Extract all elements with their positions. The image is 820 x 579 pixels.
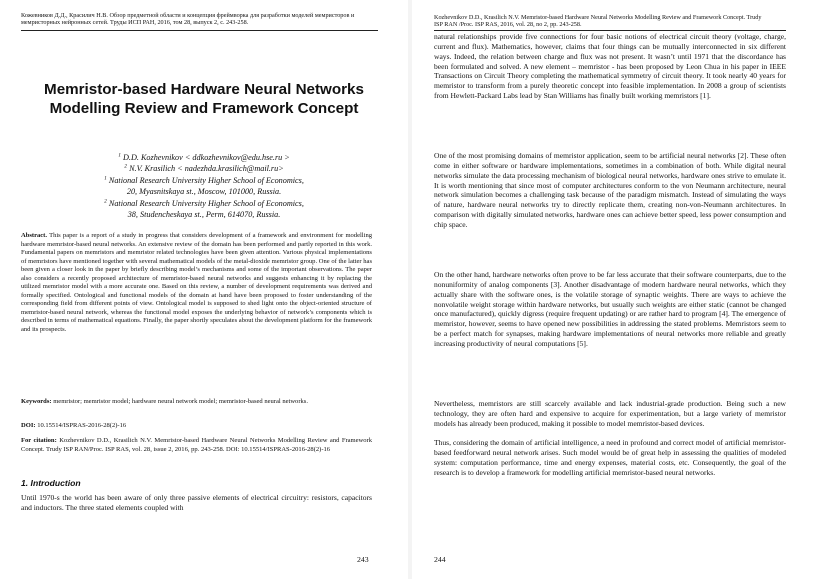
left-header-rule bbox=[21, 30, 378, 31]
keywords-label: Keywords: bbox=[21, 398, 52, 405]
doi bbox=[21, 422, 372, 431]
section-heading: 1. Introduction bbox=[21, 478, 81, 488]
abstract-label: Abstract. bbox=[21, 232, 47, 239]
body-paragraph: natural relationships provide five connections for four basic notions of electrical circuit theory (voltage, charge, current and flux). Mathematics, however, claims that four things can be mutually interconnected in six different ways. Indeed, the relation between charge and flux was not present. It wasn’t until 1971 that the discordance has been formulated and solved. A new element – memristor - has been proposed by Leon Chua in his paper in IEEE Transactions on Circuit Theory completing the mathematical symmetry of circuit theory. It took nearly 40 years for memristor to transform from a purely theoretic concept into feasible implementation. In 2008 a group of scientists from Hewlett-Packard Labs lead by Stan Williams has finally built working memristors [1]. bbox=[434, 32, 786, 101]
citation-text: Kozhevnikov D.D., Krasilich N.V. Memristor-based Hardware Neural Networks Modelling Review and Framework Concept. Trudy ISP RAN/Proc. ISP RAS, vol. 28, issue 2, 2016, pp. 243-258. DOI: 10.15514/ISPRAS-2016-28(2)-16 bbox=[21, 437, 372, 453]
affiliation-line bbox=[40, 209, 368, 220]
title-line-2: Modelling Review and Framework Concept bbox=[49, 100, 359, 117]
affiliation-marker: 1 bbox=[104, 175, 107, 182]
doi-label: DOI: bbox=[21, 422, 36, 429]
keywords-text: memristor; memristor model; hardware neural network model; memristor-based neural networks. bbox=[53, 398, 308, 405]
abstract bbox=[21, 232, 372, 334]
affiliation-line-text: 20, Myasnitskaya st., Moscow, 101000, Russia. bbox=[126, 187, 282, 197]
right-running-head: Kozhevnikov D.D., Krasilich N.V. Memristor-based Hardware Neural Networks Modelling Review and Framework Concept. Trudy ISP RAN /Proc. ISP RAS, 2016, vol. 28, no 2, pp. 243-258. bbox=[434, 14, 762, 29]
body-paragraph: One of the most promising domains of memristor application, seem to be artificial neural networks [2]. These often come in either software or hardware implementations, sometimes in a combination of both. While digital neural networks simulate the data processing mechanism of biological neural networks, hardware ones strive to emulate it. It is worth mentioning that since most of computer architectures conform to the von Neumann architecture, neural network simulation becomes a challenging task because of the paradigm mismatch. Instead of simulating the ways of nature, hardware neural networks try to directly replicate them, creating non-von-Neumann architectures. In comparison with digitally simulated networks, hardware ones can achieve better speed, less power consumption and chip space. bbox=[434, 151, 786, 229]
affiliation-marker: 1 bbox=[118, 152, 121, 159]
paper-title bbox=[40, 80, 368, 118]
title-line-1: Memristor-based Hardware Neural Networks bbox=[44, 81, 364, 98]
intro-paragraph: Until 1970-s the world has been aware of only three passive elements of electrical circuitry: resistors, capacitors and inductors. The three stated elements coupled with bbox=[21, 493, 372, 512]
body-paragraph: Thus, considering the domain of artificial intelligence, a need in profound and correct model of artificial memristor-based feedforward neural network arises. Such model would be of great help in assessing the qualities of modeled system: computation performance, time and energy expenses, material costs, etc. Consequently, the goal of the research is to develop a framework for modelling artificial memristor-based neural networks. bbox=[434, 438, 786, 477]
affiliation-marker: 2 bbox=[124, 163, 128, 170]
page-number: 244 bbox=[434, 555, 446, 564]
affiliation-line-text: 38, Studencheskaya st., Perm, 614070, Russia. bbox=[127, 210, 281, 220]
abstract-text: This paper is a report of a study in progress that considers development of a framework and environment for modelling hardware memristor-based neural networks. An extensive review of the domain has been performed and partly reported in this work. Fundamental papers on memristors and memristor related technologies have been given attention. Various physical implementations of memristors have mentioned together with several mathematical models of the metal-dioxide memristor group. One of the latter has been given a closer look in the paper by briefly describing model’s mechanisms and some of the important observations. The paper also considers a recently proposed architecture of memristor-based neural networks and suggests enhancing it by replacing the utilized memristor model with a more accurate one. Based on this review, a number of development requirements was derived and formally specified. Ontological and functional models of the domain at hand have been proposed to foster understanding of the corresponding field from different points of view. Ontological model is supposed to shed light onto the object-oriented structure of memristor-based neural network, whereas the functional model exposes the underlying behavior of network’s components which is described in terms of mathematical equations. Finally, the paper shortly speculates about the development platform for the framework and its prospects. bbox=[21, 232, 372, 333]
affiliation-line bbox=[40, 175, 368, 186]
page-number: 243 bbox=[357, 555, 369, 564]
affiliation-line bbox=[40, 198, 368, 209]
affiliation-marker: 2 bbox=[104, 197, 107, 204]
left-running-head: Кожевников Д.Д., Красилич Н.В. Обзор предметной области и концепция фреймворка для разработки моделей мемристоров и мемристорных нейронных сетей. Труды ИСП РАН, 2016, том 28, выпуск 2, с. 243-258. bbox=[21, 12, 355, 27]
author-line-text: D.D. Kozhevnikov < ddkozhevnikov@edu.hse.ru > bbox=[120, 153, 290, 162]
keywords bbox=[21, 398, 372, 407]
author-line-text: N.V. Krasilich < nadezhda.krasilich@mail.ru> bbox=[127, 164, 284, 174]
doi-text[interactable]: 10.15514/ISPRAS-2016-28(2)-16 bbox=[37, 422, 127, 429]
authors-block bbox=[40, 152, 368, 220]
citation bbox=[21, 437, 372, 454]
right-page bbox=[412, 0, 820, 579]
left-page bbox=[0, 0, 408, 579]
affiliation-line-text: National Research University Higher School of Economics, bbox=[106, 198, 304, 208]
author-line bbox=[40, 152, 368, 163]
affiliation-line-text: National Research University Higher School of Economics, bbox=[106, 175, 304, 185]
body-paragraph: Nevertheless, memristors are still scarcely available and lack industrial-grade production. Being such a new technology, they are often hard and expensive to acquire for experimentation, but a large variety of memristor models has already been produced, making it possible to model memristor-based devices. bbox=[434, 399, 786, 428]
affiliation-line bbox=[40, 186, 368, 197]
author-line bbox=[40, 163, 368, 174]
body-paragraph: On the other hand, hardware networks often prove to be far less accurate that their software counterparts, due to the nonuniformity of analog components [3]. Another disadvantage of modern hardware neural networks, which they actually share with the software ones, is the volatile storage of synaptic weights. There are ways to achieve the nonvolatile weight storage within hardware networks, but usually such weights are either static (cannot be changed once manufactured), quickly digress (require frequent updating) or are rather hard to program [4]. The emergence of memristor, however, seems to have opened new possibilities in addressing the stated problems. Memristors seem to be a perfect match for synapses, making hardware implementations of neural networks more reliable and greatly increasing productivity of neural computations [5]. bbox=[434, 270, 786, 348]
right-header-rule bbox=[434, 30, 786, 31]
citation-label: For citation: bbox=[21, 437, 57, 444]
